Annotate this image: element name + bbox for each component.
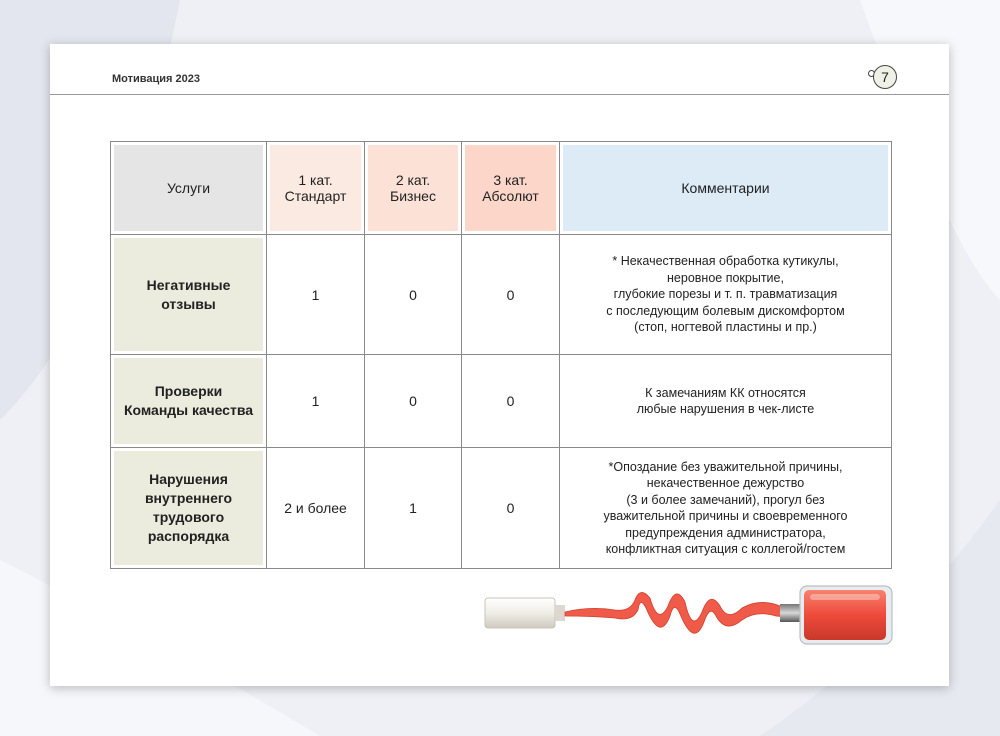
cat3-value: 0	[462, 235, 560, 355]
header-cat1-line1: 1 кат.	[298, 172, 333, 188]
row-label-line: Проверки	[154, 383, 223, 399]
row-label-cell	[111, 355, 267, 448]
row-label-line: Нарушения	[149, 471, 228, 487]
comment-line: любые нарушения в чек-листе	[636, 402, 815, 416]
row-label-cell	[111, 235, 267, 355]
cat2-value: 1	[365, 448, 462, 569]
header-cat2	[368, 145, 458, 231]
row-label-line: Команды качества	[123, 402, 254, 418]
header-comments-cell	[560, 142, 892, 235]
header-cat2-line2: Бизнес	[390, 188, 436, 204]
comment-line: *Опоздание без уважительной причины,	[608, 459, 843, 474]
comment-line: с последующим болевым дискомфортом	[606, 303, 845, 318]
cat3-value: 0	[462, 448, 560, 569]
brush-cap-icon	[485, 598, 565, 628]
row-label-line: внутреннего	[144, 490, 233, 506]
table-row	[111, 355, 892, 448]
header-cat3-line2: Абсолют	[482, 188, 539, 204]
header-title: Мотивация 2023	[112, 73, 200, 85]
header-cat1-line2: Стандарт	[284, 188, 347, 204]
table-row	[111, 448, 892, 569]
header-divider	[50, 94, 949, 95]
slide-page	[50, 44, 949, 686]
table-row	[111, 235, 892, 355]
header-cat2-cell	[365, 142, 462, 235]
header-cat1	[270, 145, 361, 231]
comment-line: глубокие порезы и т. п. травматизация	[613, 287, 838, 302]
cat1-value: 2 и более	[267, 448, 365, 569]
comment-line: К замечаниям КК относятся	[645, 385, 806, 400]
row-label-line: отзывы	[161, 295, 216, 312]
row-label	[114, 358, 263, 444]
header-services: Услуги	[114, 145, 263, 231]
header-cat3-line1: 3 кат.	[493, 172, 528, 188]
row-label	[114, 451, 263, 565]
nail-polish-illustration	[480, 576, 900, 661]
comment-text	[560, 253, 891, 336]
comment-line: неровное покрытие,	[667, 270, 784, 285]
cat1-value: 1	[267, 235, 365, 355]
row-label-cell	[111, 448, 267, 569]
nail-polish-bottle-icon	[800, 586, 892, 644]
cat2-value: 0	[365, 355, 462, 448]
comment-line: (стоп, ногтевой пластины и пр.)	[634, 320, 817, 335]
polish-spill-icon	[565, 592, 798, 633]
comment-line: некачественное дежурство	[646, 476, 805, 490]
comment-line: * Некачественная обработка кутикулы,	[612, 254, 839, 269]
comment-line: конфликтная ситуация с коллегой/гостем	[605, 542, 846, 556]
table-header-row	[111, 142, 892, 235]
header-cat1-cell	[267, 142, 365, 235]
comment-text	[560, 459, 891, 558]
cat1-value: 1	[267, 355, 365, 448]
header-cat2-line1: 2 кат.	[395, 172, 431, 188]
comment-line: (3 и более замечаний), прогул без	[626, 492, 825, 507]
cat2-value: 0	[365, 235, 462, 355]
row-label-line: Негативные	[146, 276, 231, 293]
comment-cell	[560, 235, 892, 355]
header-cat3-cell	[462, 142, 560, 235]
page-number: 7	[873, 65, 897, 89]
comment-cell	[560, 448, 892, 569]
row-label	[114, 238, 263, 351]
comment-line: уважительной причины и своевременного	[603, 509, 848, 523]
comment-line: предупреждения администратора,	[625, 525, 826, 540]
cat3-value: 0	[462, 355, 560, 448]
header-comments: Комментарии	[563, 145, 888, 231]
row-label-line: трудового	[152, 509, 225, 525]
header-cat3	[465, 145, 556, 231]
bottle-neck-icon	[780, 604, 802, 622]
header-services-cell	[111, 142, 267, 235]
motivation-table	[110, 141, 892, 569]
comment-cell	[560, 355, 892, 448]
comment-text	[560, 385, 891, 418]
row-label-line: распорядка	[147, 528, 230, 544]
